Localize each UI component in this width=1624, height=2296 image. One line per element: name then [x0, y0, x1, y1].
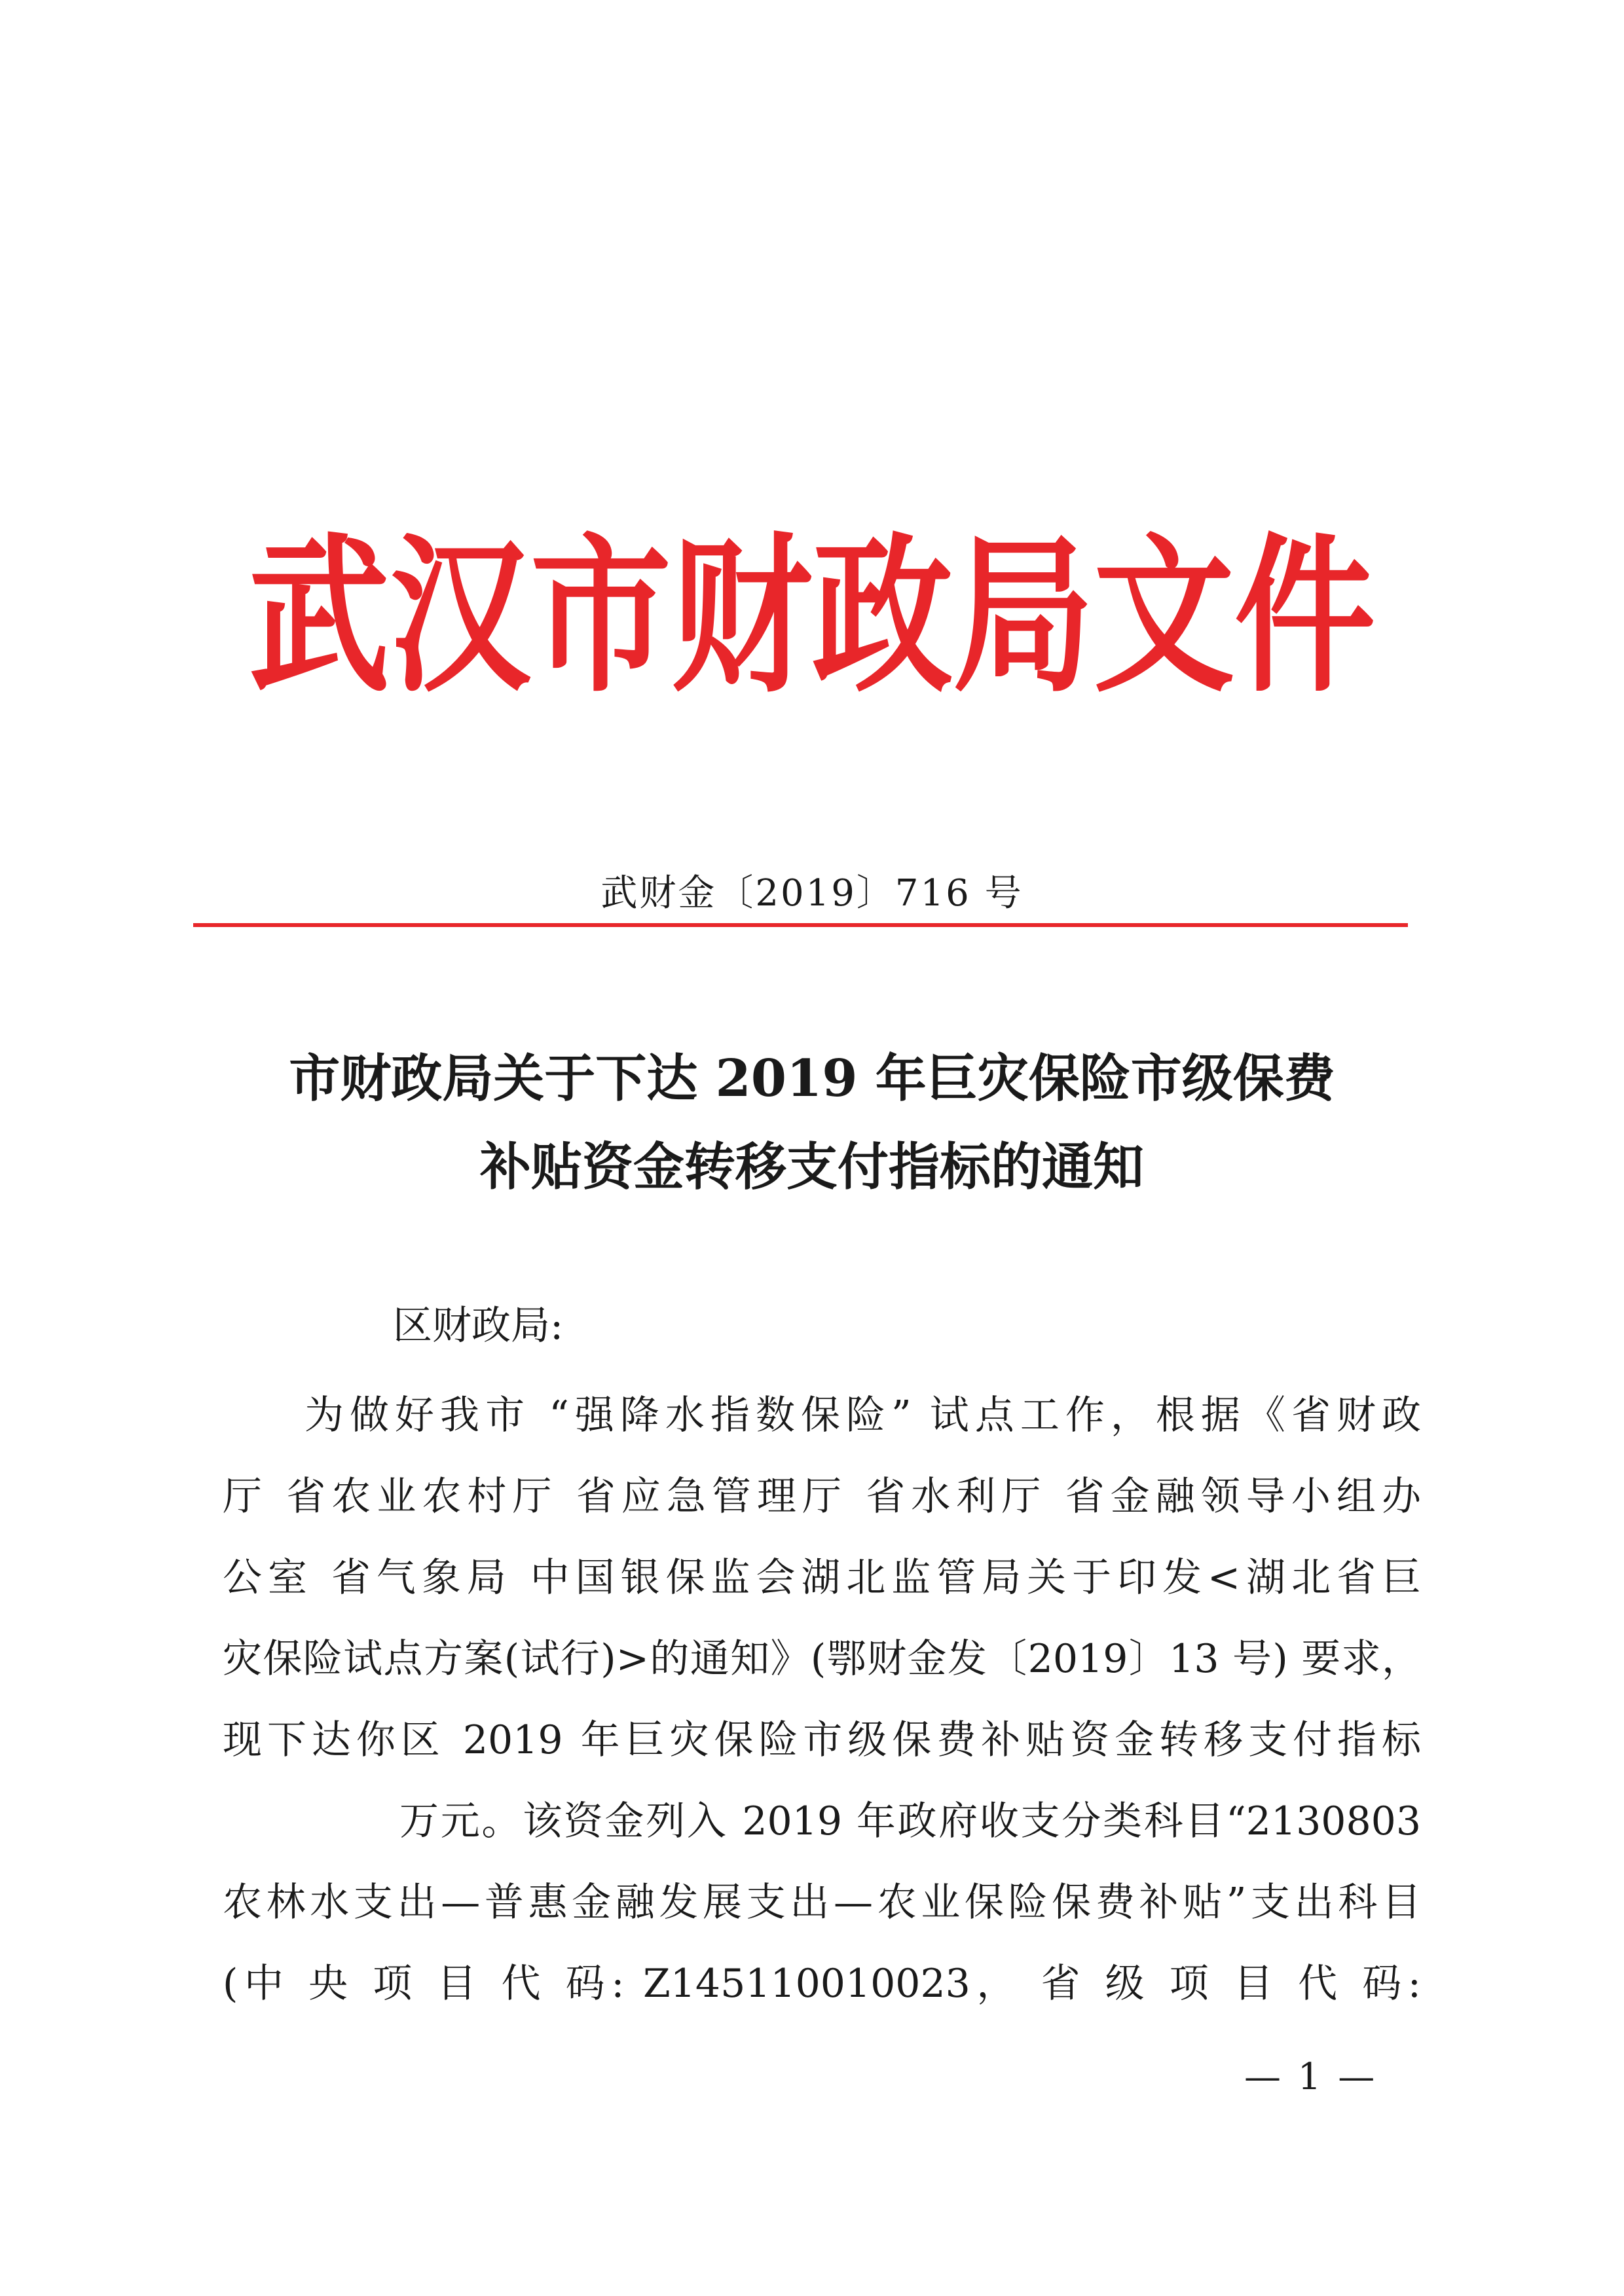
body-text	[223, 1375, 1421, 2024]
body-line: 厅 省农业农村厅 省应急管理厅 省水利厅 省金融领导小组办	[223, 1474, 1421, 1520]
page-number: — 1 —	[1244, 2056, 1378, 2098]
masthead-char: 文	[1094, 516, 1234, 715]
addressee: 区财政局:	[393, 1303, 564, 1349]
body-line: 为做好我市 “强降水指数保险” 试点工作，根据《省财政	[304, 1393, 1421, 1438]
title-line-1: 市财政局关于下达 2019 年巨灾保险市级保费	[289, 1049, 1335, 1108]
masthead-char: 件	[1234, 516, 1375, 715]
masthead-char: 武	[249, 516, 390, 715]
masthead-char: 汉	[390, 516, 530, 715]
red-divider-line	[193, 923, 1408, 927]
masthead-char: 市	[530, 516, 671, 715]
document-title	[0, 1034, 1624, 1211]
title-line-2: 补贴资金转移支付指标的通知	[479, 1137, 1144, 1197]
body-line: (中 央 项 目 代 码: Z145110010023， 省 级 项 目 代 码:	[223, 1961, 1421, 2007]
masthead-char: 局	[953, 516, 1094, 715]
masthead-title	[249, 517, 1375, 714]
body-line: 灾保险试点方案(试行)>的通知》(鄂财金发〔2019〕13 号) 要求，	[223, 1636, 1421, 1682]
body-line: 农林水支出—普惠金融发展支出—农业保险保费补贴”支出科目	[223, 1880, 1421, 1925]
document-number: 武财金〔2019〕716 号	[600, 872, 1024, 915]
body-line: 万元。该资金列入 2019 年政府收支分类科目“2130803	[399, 1798, 1421, 1844]
body-line: 公室 省气象局 中国银保监会湖北监管局关于印发<湖北省巨	[223, 1555, 1421, 1601]
masthead-char: 财	[671, 516, 812, 715]
body-line: 现下达你区 2019 年巨灾保险市级保费补贴资金转移支付指标	[223, 1717, 1421, 1763]
masthead-char: 政	[812, 516, 953, 715]
